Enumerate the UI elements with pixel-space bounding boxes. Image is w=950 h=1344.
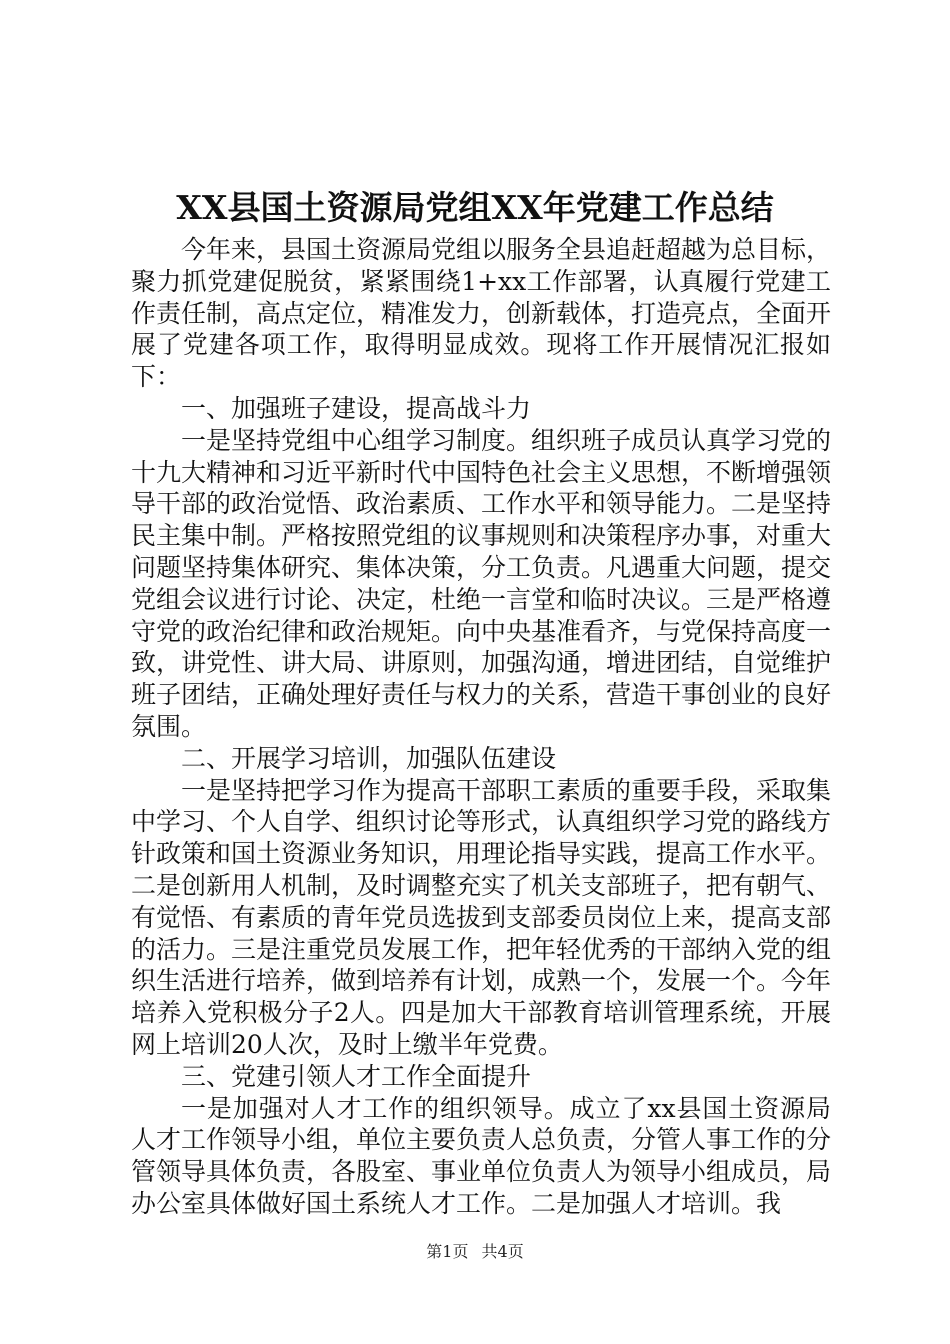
page-number: 第1页 [426,1242,469,1261]
paragraph-section-1: 一是坚持党组中心组学习制度。组织班子成员认真学习党的十九大精神和习近平新时代中国特色社会主义思想，不断增强领导干部的政治觉悟、政治素质、工作水平和领导能力。二是坚持民主集中制。严格按照党组的议事规则和决策程序办事，对重大问题坚持集体研究、集体决策，分工负责。凡遇重大问题，提交党组会议进行讨论、决定，杜绝一言堂和临时决议。三是严格遵守党的政治纪律和政治规矩。向中央基准看齐，与党保持高度一致，讲党性、讲大局、讲原则，加强沟通，增进团结，自觉维护班子团结，正确处理好责任与权力的关系，营造干事创业的良好氛围。 [131,425,832,741]
section-heading-1: 一、加强班子建设，提高战斗力 [181,393,532,423]
paragraph-intro: 今年来，县国土资源局党组以服务全县追赶超越为总目标，聚力抓党建促脱贫，紧紧围绕1+xx工作部署，认真履行党建工作责任制，高点定位，精准发力，创新载体，打造亮点，全面开展了党建各项工作，取得明显成效。现将工作开展情况汇报如下： [131,235,832,392]
paragraph-section-3: 一是加强对人才工作的组织领导。成立了xx县国土资源局人才工作领导小组，单位主要负责人总负责，分管人事工作的分管领导具体负责，各股室、事业单位负责人为领导小组成员，局办公室具体做好国土系统人才工作。二是加强人才培训。我 [131,1093,832,1218]
document-body [131,234,831,1220]
paragraph-section-2: 一是坚持把学习作为提高干部职工素质的重要手段，采取集中学习、个人自学、组织讨论等形式，认真组织学习党的路线方针政策和国土资源业务知识，用理论指导实践，提高工作水平。二是创新用人机制，及时调整充实了机关支部班子，把有朝气、有觉悟、有素质的青年党员选拔到支部委员岗位上来，提高支部的活力。三是注重党员发展工作，把年轻优秀的干部纳入党的组织生活进行培养，做到培养有计划，成熟一个，发展一个。今年培养入党积极分子2人。四是加大干部教育培训管理系统，开展网上培训20人次，及时上缴半年党费。 [131,775,832,1059]
section-heading-2: 二、开展学习培训，加强队伍建设 [181,743,557,773]
page-footer [0,1240,950,1264]
document-title: XX县国土资源局党组XX年党建工作总结 [176,188,774,227]
page-total: 共4页 [481,1242,524,1261]
section-heading-3: 三、党建引领人才工作全面提升 [181,1061,532,1091]
